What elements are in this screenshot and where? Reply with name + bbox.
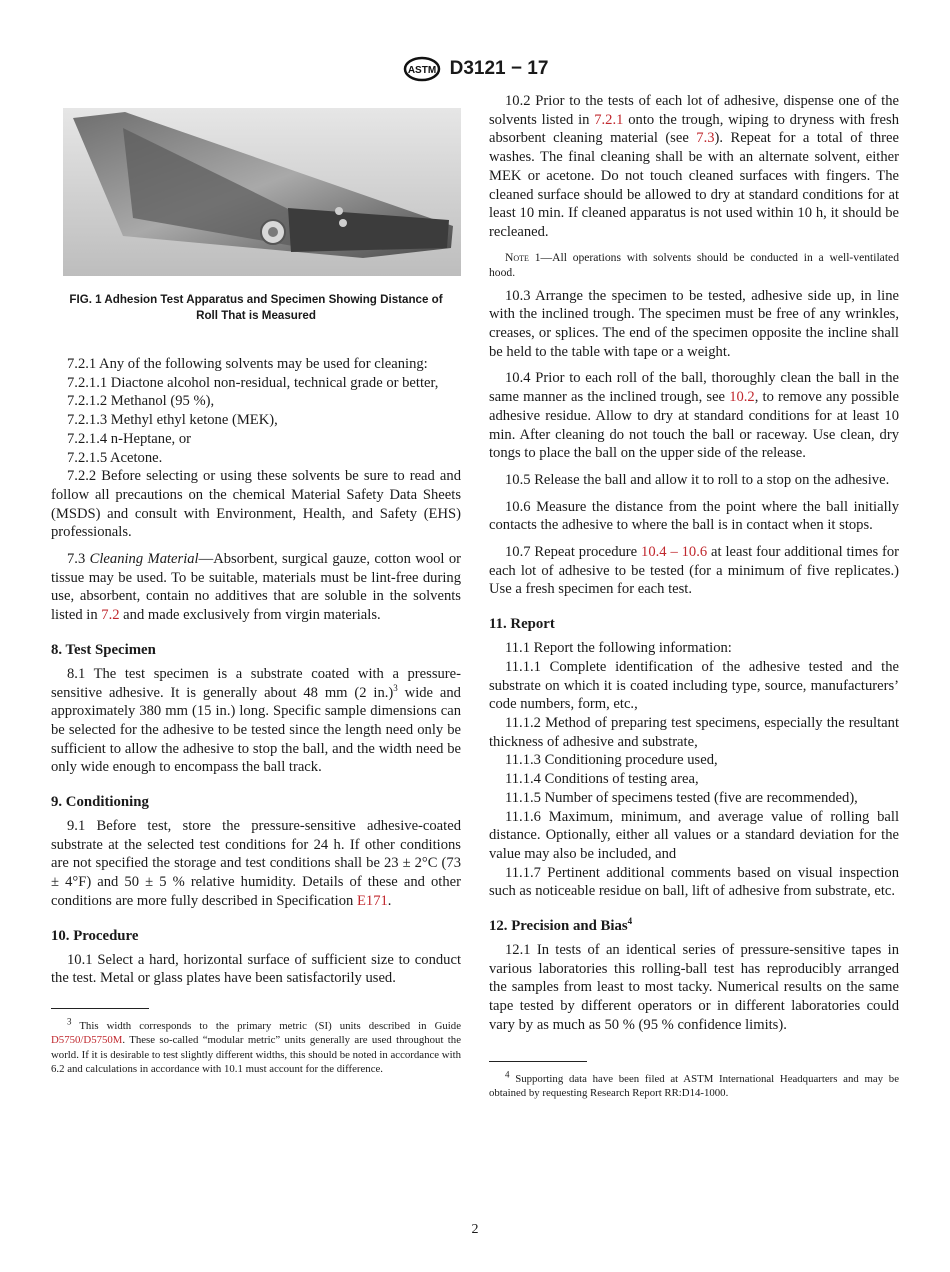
footnote-4 <box>489 1068 899 1101</box>
footnote-divider-right <box>489 1061 587 1062</box>
para-11-1: 11.1 Report the following information: <box>505 640 732 657</box>
heading-9: 9. Conditioning <box>51 794 149 811</box>
footnote-4-marker: 4 <box>505 1068 510 1079</box>
para-7-2-2: 7.2.2 Before selecting or using these solvents be sure to read and follow all precautions on the chemical Material Safety Data Sheets (MSDS) and consult with Environment, Health, and Safety (EHS) professionals. <box>51 468 461 541</box>
para-10-7-b: at least four additional times for each lot of adhesive to be tested (for a minimum of five replicates.) Use a fresh specimen for each test. <box>489 544 900 598</box>
para-10-4 <box>489 369 899 463</box>
astm-logo-icon <box>402 56 442 82</box>
para-7-3-term: Cleaning Material <box>89 551 199 568</box>
para-7-3-end: and made exclusively from virgin materials. <box>119 607 381 624</box>
para-7-2-1-1: 7.2.1.1 Diactone alcohol non-residual, technical grade or better, <box>67 374 439 391</box>
footnote-area-right <box>489 1061 899 1101</box>
para-10-1: 10.1 Select a hard, horizontal surface of sufficient size to conduct the test. Metal or glass plates have been satisfactorily used. <box>51 951 461 987</box>
link-7-2-1[interactable]: 7.2.1 <box>594 111 624 128</box>
para-11-1-4: 11.1.4 Conditions of testing area, <box>505 771 699 788</box>
figure-caption: FIG. 1 Adhesion Test Apparatus and Specimen Showing Distance of Roll That is Measured <box>69 293 443 322</box>
footnote-4-text: Supporting data have been filed at ASTM International Headquarters and may be obtained by requesting Research Report RR:D14-1000. <box>489 1072 899 1100</box>
para-10-4-a: 10.4 Prior to each roll of the ball, thoroughly clean the ball in the same manner as the inclined trough, see <box>489 370 899 406</box>
footnote-3-a: This width corresponds to the primary metric (SI) units described in Guide <box>71 1019 461 1032</box>
heading-12 <box>489 917 899 935</box>
right-column <box>489 92 899 1101</box>
para-10-4-b: , to remove any possible adhesive residue. Allow to dry at standard conditions for at least 10 min. After cleaning do not touch the ball or raceway. Use clean, dry tongs to place the ball on the upper side of the release. <box>489 389 900 462</box>
svg-text:ASTM: ASTM <box>407 65 436 76</box>
footnote-3-marker: 3 <box>67 1016 72 1027</box>
footnote-ref-3[interactable]: 3 <box>393 682 398 693</box>
link-7-2[interactable]: 7.2 <box>101 607 120 624</box>
para-12-1: 12.1 In tests of an identical series of pressure-sensitive tapes in various laboratories this rolling-ball test has reproducibly arranged the samples from least to most tacky. Numerical results on the same tape tested by different operators or in different laboratories could vary by as much as 50 % (95 % confidence limits). <box>489 942 899 1033</box>
para-10-2-c: ). Repeat for a total of three washes. The final cleaning shall be with an alternate solvent, either MEK or acetone. Do not touch cleaned surfaces with fingers. The cleaned surface should be allowed to dry at standard conditions for at least 10 min. If cleaned apparatus is not used within 10 h, it should be recleaned. <box>489 130 899 240</box>
para-10-7 <box>489 543 899 599</box>
heading-11: 11. Report <box>489 616 555 633</box>
page-number: 2 <box>471 1222 479 1237</box>
para-9-1 <box>51 817 461 911</box>
note-label: Note <box>505 250 529 264</box>
para-10-7-a: 10.7 Repeat procedure <box>505 544 642 561</box>
standard-designation: D3121 − 17 <box>449 58 549 79</box>
para-9-1-end: . <box>387 892 392 909</box>
para-11-1-3: 11.1.3 Conditioning procedure used, <box>505 752 718 769</box>
para-8-1-a: 8.1 The test specimen is a substrate coated with a pressure-sensitive adhesive. It is generally about 48 mm (2 in.) <box>51 665 461 701</box>
footnote-area-left <box>51 1008 461 1077</box>
para-11-1-1: 11.1.1 Complete identification of the adhesive tested and the substrate on which it is coated including type, source, manufacturers’ code numbers, form, etc., <box>489 658 899 713</box>
link-10-4-10-6[interactable]: 10.4 – 10.6 <box>641 544 708 561</box>
para-7-2-1: 7.2.1 Any of the following solvents may be used for cleaning: <box>67 356 428 372</box>
note-text: 1—All operations with solvents should be conducted in a well-ventilated hood. <box>489 250 899 280</box>
link-10-2[interactable]: 10.2 <box>729 389 755 406</box>
para-7-2-1-4: 7.2.1.4 n-Heptane, or <box>67 430 192 447</box>
para-11-1-6: 11.1.6 Maximum, minimum, and average value of rolling ball distance. Optionally, either all values or a standard deviation for the value may also be included, and <box>489 808 899 862</box>
para-10-2-a: 10.2 Prior to the tests of each lot of adhesive, dispense one of the solvents listed in <box>489 93 899 128</box>
para-10-2 <box>489 92 899 242</box>
para-7-2-1-5: 7.2.1.5 Acetone. <box>67 449 163 466</box>
para-7-3-text: —Absorbent, surgical gauze, cotton wool or tissue may be used. To be suitable, materials must be lint-free during use, absorbent, contain no additives that are soluble in the solvents listed in <box>51 551 462 624</box>
heading-10: 10. Procedure <box>51 927 139 944</box>
footnote-3 <box>51 1016 461 1077</box>
link-d5750[interactable]: D5750/D5750M <box>51 1034 123 1047</box>
heading-8: 8. Test Specimen <box>51 641 156 658</box>
para-7-3-number: 7.3 <box>67 551 90 568</box>
para-10-5: 10.5 Release the ball and allow it to roll to a stop on the adhesive. <box>505 471 890 488</box>
footnote-3-b: . These so-called “modular metric” units generally are used throughout the world. If it is desirable to test slightly different widths, this should be noted in accordance with 6.2 and calculations in accordance with 10.1 must account for the difference. <box>51 1034 461 1076</box>
para-7-3 <box>51 550 461 625</box>
para-7-2-1-2: 7.2.1.2 Methanol (95 %), <box>67 393 215 410</box>
para-10-2-b: onto the trough, wiping to dryness with fresh absorbent cleaning material (see <box>489 111 899 147</box>
heading-12-text: 12. Precision and Bias <box>489 918 628 935</box>
para-10-3: 10.3 Arrange the specimen to be tested, adhesive side up, in line with the inclined trough. The specimen must be free of any wrinkles, creases, or splices. The end of the specimen opposite the incline shall be held to the table with tape or a weight. <box>489 287 899 360</box>
left-column <box>51 92 461 1077</box>
para-8-1-b: wide and approximately 380 mm (15 in.) long. Specific sample dimensions can be selected for the adhesive to be tested since the length need only be sufficient to allow the adhesive to stop the ball, and the width need be only wide enough to encompass the ball track. <box>51 684 461 776</box>
para-10-6: 10.6 Measure the distance from the point where the ball initially contacts the adhesive to where the ball is in contact when it stops. <box>489 498 899 534</box>
para-11-1-7: 11.1.7 Pertinent additional comments based on visual inspection such as noticeable residue on ball, lift of adhesive from substrate, etc. <box>489 864 899 900</box>
para-11-1-5: 11.1.5 Number of specimens tested (five are recommended), <box>505 789 858 806</box>
footnote-divider <box>51 1008 149 1009</box>
para-8-1 <box>51 665 461 777</box>
para-7-2-1-3: 7.2.1.3 Methyl ethyl ketone (MEK), <box>67 412 278 429</box>
link-7-3[interactable]: 7.3 <box>696 130 715 147</box>
para-11-1-2: 11.1.2 Method of preparing test specimens, especially the resultant thickness of adhesive and substrate, <box>489 714 899 750</box>
figure-photo <box>63 108 461 276</box>
footnote-ref-4[interactable]: 4 <box>627 916 633 927</box>
para-9-1-a: 9.1 Before test, store the pressure-sensitive adhesive-coated substrate at the selected test conditions for 24 h. If other conditions are not specified the storage and test conditions shall be 23 ± 2°C (73 ± 4°F) and 50 ± 5 % relative humidity. Details of these and other conditions are more fully described in Specification <box>51 818 461 909</box>
link-e171[interactable]: E171 <box>356 892 388 909</box>
note-1 <box>489 250 899 281</box>
page-header <box>0 56 950 84</box>
